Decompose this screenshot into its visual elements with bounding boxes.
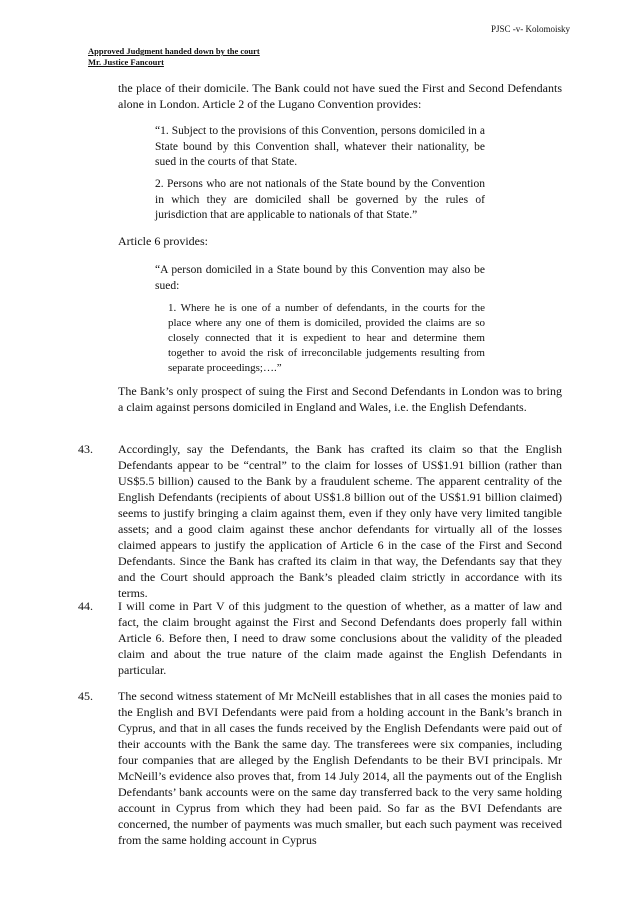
paragraph-43-text: Accordingly, say the Defendants, the Bank has crafted its claim so that the English Defendants appear to be “central” to the claim for losses of US$1.91 billion (rather than US$5.5 billion) caused to the Bank by a fraudulent scheme. The apparent centrality of the English Defendants (recipients of about US$1.8 billion out of the US$1.91 billion claimed) seems to justify bringing a claim against them, even if they only have very limited tangible assets; and a good claim against these anchor defendants for virtually all of the losses claimed appears to justify the application of Article 6 in the case of the First and Second Defendants. Since the Bank has crafted its claim in that way, the Defendants say that they and the Court should approach the Bank’s pleaded claim strictly in accordance with its terms. <box>118 442 562 600</box>
paragraph-number: 43. <box>78 442 93 456</box>
paragraph-number: 45. <box>78 689 93 703</box>
paragraph-45-text: The second witness statement of Mr McNeill establishes that in all cases the monies paid to the English and BVI Defendants were paid from a holding account in the Bank’s branch in Cyprus, and that in all cases the funds received by the English Defendants were paid out of their accounts with the Bank the same day. The transferees were six companies, including four companies that are alleged by the English Defendants to be their BVI principals. Mr McNeill’s evidence also proves that, from 14 July 2014, all the payments out of the English Defendants’ bank accounts were on the same day transferred back to the very same holding account in Cyprus from which they had been paid. So far as the BVI Defendants are concerned, the number of payments was much smaller, but each such payment was received from the same holding account in Cyprus <box>118 689 562 847</box>
bank-prospect-paragraph: The Bank’s only prospect of suing the First and Second Defendants in London was to bring a claim against persons domiciled in England and Wales, i.e. the English Defendants. <box>118 384 562 414</box>
approved-judgment-line: Approved Judgment handed down by the court <box>88 46 260 56</box>
article6-intro: Article 6 provides: <box>118 234 208 248</box>
judge-name-line: Mr. Justice Fancourt <box>88 57 164 67</box>
intro-paragraph: the place of their domicile. The Bank could not have sued the First and Second Defendants alone in London. Article 2 of the Lugano Convention provides: <box>118 81 562 111</box>
paragraph-number: 44. <box>78 599 93 613</box>
article2-quote-para1: “1. Subject to the provisions of this Convention, persons domiciled in a State bound by this Convention shall, whatever their nationality, be sued in the courts of that State. <box>155 125 485 168</box>
judgment-header <box>88 46 260 68</box>
article2-quote-para2: 2. Persons who are not nationals of the State bound by the Convention in which they are domiciled shall be governed by the rules of jurisdiction that are applicable to nationals of that State.” <box>155 178 485 221</box>
paragraph-44-text: I will come in Part V of this judgment to the question of whether, as a matter of law and fact, the claim brought against the First and Second Defendants does properly fall within Article 6. Before then, I need to draw some conclusions about the validity of the pleaded claim and about the true nature of the claim made against the English Defendants in particular. <box>118 599 562 677</box>
article6-item1: 1. Where he is one of a number of defendants, in the courts for the place where any one of them is domiciled, provided the claims are so closely connected that it is expedient to hear and determine them together to avoid the risk of irreconcilable judgements resulting from separate proceedings;….” <box>168 302 485 374</box>
running-title: PJSC -v- Kolomoisky <box>490 24 570 34</box>
article6-quote: “A person domiciled in a State bound by this Convention may also be sued: <box>155 264 485 292</box>
